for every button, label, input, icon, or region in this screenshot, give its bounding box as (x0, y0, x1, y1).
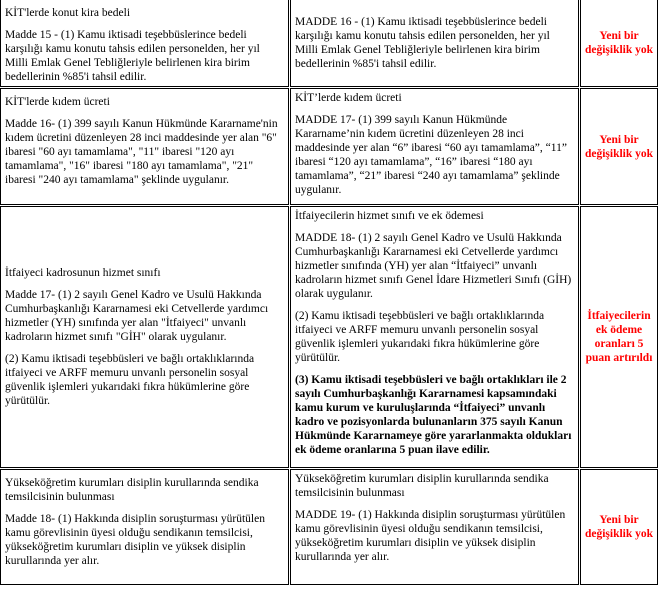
old-article-heading: KİT'lerde konut kira bedeli (5, 7, 131, 19)
change-note: Yeni bir değişiklik yok (584, 30, 654, 56)
old-article-paragraph-1: Madde 17- (1) 2 sayılı Genel Kadro ve Usulü Hakkında Cumhurbaşkanlığı Kararnamesi eki Cetvellerde yardımcı hizmetler (YH) sınıfında yer alan "İtfaiyeci" unvanlı kadroların hizmet sınıfı "GİH" olarak uygulanır. (5, 289, 269, 343)
change-note-cell (580, 206, 658, 468)
change-note-cell (580, 88, 658, 205)
new-article-heading: Yükseköğretim kurumları disiplin kurullarında sendika temsilcisinin bulunması (295, 473, 549, 499)
new-article-heading: İtfaiyecilerin hizmet sınıfı ve ek ödemesi (295, 210, 484, 222)
table-row (0, 206, 658, 468)
new-text-cell (290, 0, 579, 87)
new-article-paragraph-2: (2) Kamu iktisadi teşebbüsleri ve bağlı ortaklıklarında itfaiyeci ve ARFF memuru unvanlı personelin sosyal güvenlik işlemleri yukarıdaki fıkra hükümlerine göre yürütülür. (295, 310, 545, 364)
old-text-cell (0, 206, 289, 468)
old-text-cell (0, 469, 289, 585)
old-article-body: Madde 18- (1) Hakkında disiplin soruşturması yürütülen kamu görevlisinin üyesi olduğu sendikanın temsilcisi, yükseköğretim kurumları disiplin ve yüksek disiplin kurullarında yer alır. (5, 513, 265, 567)
old-text-cell (0, 88, 289, 205)
table-row (0, 88, 658, 205)
old-article-heading: Yükseköğretim kurumları disiplin kurullarında sendika temsilcisinin bulunması (5, 477, 259, 503)
new-article-body: MADDE 19- (1) Hakkında disiplin soruşturması yürütülen kamu görevlisinin üyesi olduğu sendikanın temsilcisi, yükseköğretim kurumları disiplin ve yüksek disiplin kurullarında yer alır. (295, 509, 566, 563)
new-article-paragraph-3: (3) Kamu iktisadi teşebbüsleri ve bağlı ortaklıkları ile 2 sayılı Cumhurbaşkanlığı Kararnamesi kapsamındaki kamu kurum ve kuruluşlarında “İtfaiyeci” unvanlı kadro ve pozisyonlarda bulunanların 375 sayılı Kanun Hükmünde Kararnameye göre yararlanmakta oldukları ek ödeme oranlarına 5 puan ilave edilir. (295, 374, 572, 456)
change-note: Yeni bir değişiklik yok (584, 133, 654, 160)
change-note-cell (580, 469, 658, 585)
new-text-cell (290, 206, 579, 468)
change-note-cell (580, 0, 658, 87)
table-row (0, 469, 658, 585)
new-article-body: MADDE 17- (1) 399 sayılı Kanun Hükmünde Kararname’nin kıdem ücretini düzenleyen 28 inci maddesinde yer alan “6” ibaresi “60 ayı tamamlama”, “11” ibaresi “120 ayı tamamlama”, “16” ibaresi “180 ayı tamamlama”, “21” ibaresi “240 ayı tamamlama” şeklinde uygulanır. (295, 114, 567, 196)
new-article-paragraph-1: MADDE 18- (1) 2 sayılı Genel Kadro ve Usulü Hakkında Cumhurbaşkanlığı Kararnamesi eki Cetvellerde yardımcı hizmetler sınıfında (YH) yer alan “İtfaiyeci” unvanlı kadroların hizmet sınıfı Genel İdare Hizmetleri Sınıfı (GİH) olarak uygulanır. (295, 232, 572, 300)
old-article-heading: İtfaiyeci kadrosunun hizmet sınıfı (5, 267, 161, 279)
old-article-body: Madde 15 - (1) Kamu iktisadi teşebbüslerince bedeli karşılığı kamu konutu tahsis edilen personelden, her yıl Milli Emlak Genel Tebliğleriyle belirlenen kira birim bedellerinin %85'i tahsil edilir. (5, 29, 260, 83)
change-note: Yeni bir değişiklik yok (584, 514, 654, 540)
table-row (0, 0, 658, 87)
new-text-cell (290, 88, 579, 205)
old-article-body: Madde 16- (1) 399 sayılı Kanun Hükmünde Kararname'nin kıdem ücretini düzenleyen 28 inci maddesinde yer alan "6" ibaresi "60 ayı tamamlama", "11" ibaresi "120 ayı tamamlama", "16" ibaresi "180 ayı tamamlama", "21" ibaresi "240 ayı tamamlama" şeklinde uygulanır. (5, 118, 278, 186)
new-text-cell (290, 469, 579, 585)
old-article-paragraph-2: (2) Kamu iktisadi teşebbüsleri ve bağlı ortaklıklarında itfaiyeci ve ARFF memuru unvanlı personelin sosyal güvenlik işlemleri yukarıdaki fıkra hükümlerine göre yürütülür. (5, 353, 255, 407)
old-article-heading: KİT'lerde kıdem ücreti (5, 96, 110, 108)
new-article-heading: KİT’lerde kıdem ücreti (295, 92, 402, 104)
new-article-body: MADDE 16 - (1) Kamu iktisadi teşebbüslerince bedeli karşılığı kamu konutu tahsis edilen personelden, her yıl Milli Emlak Genel Tebliğleriyle belirlenen kira birim bedellerinin %85'i tahsil edilir. (295, 16, 550, 70)
old-text-cell (0, 0, 289, 87)
change-note: İtfaiyecilerin ek ödeme oranları 5 puan artırıldı (585, 310, 653, 364)
